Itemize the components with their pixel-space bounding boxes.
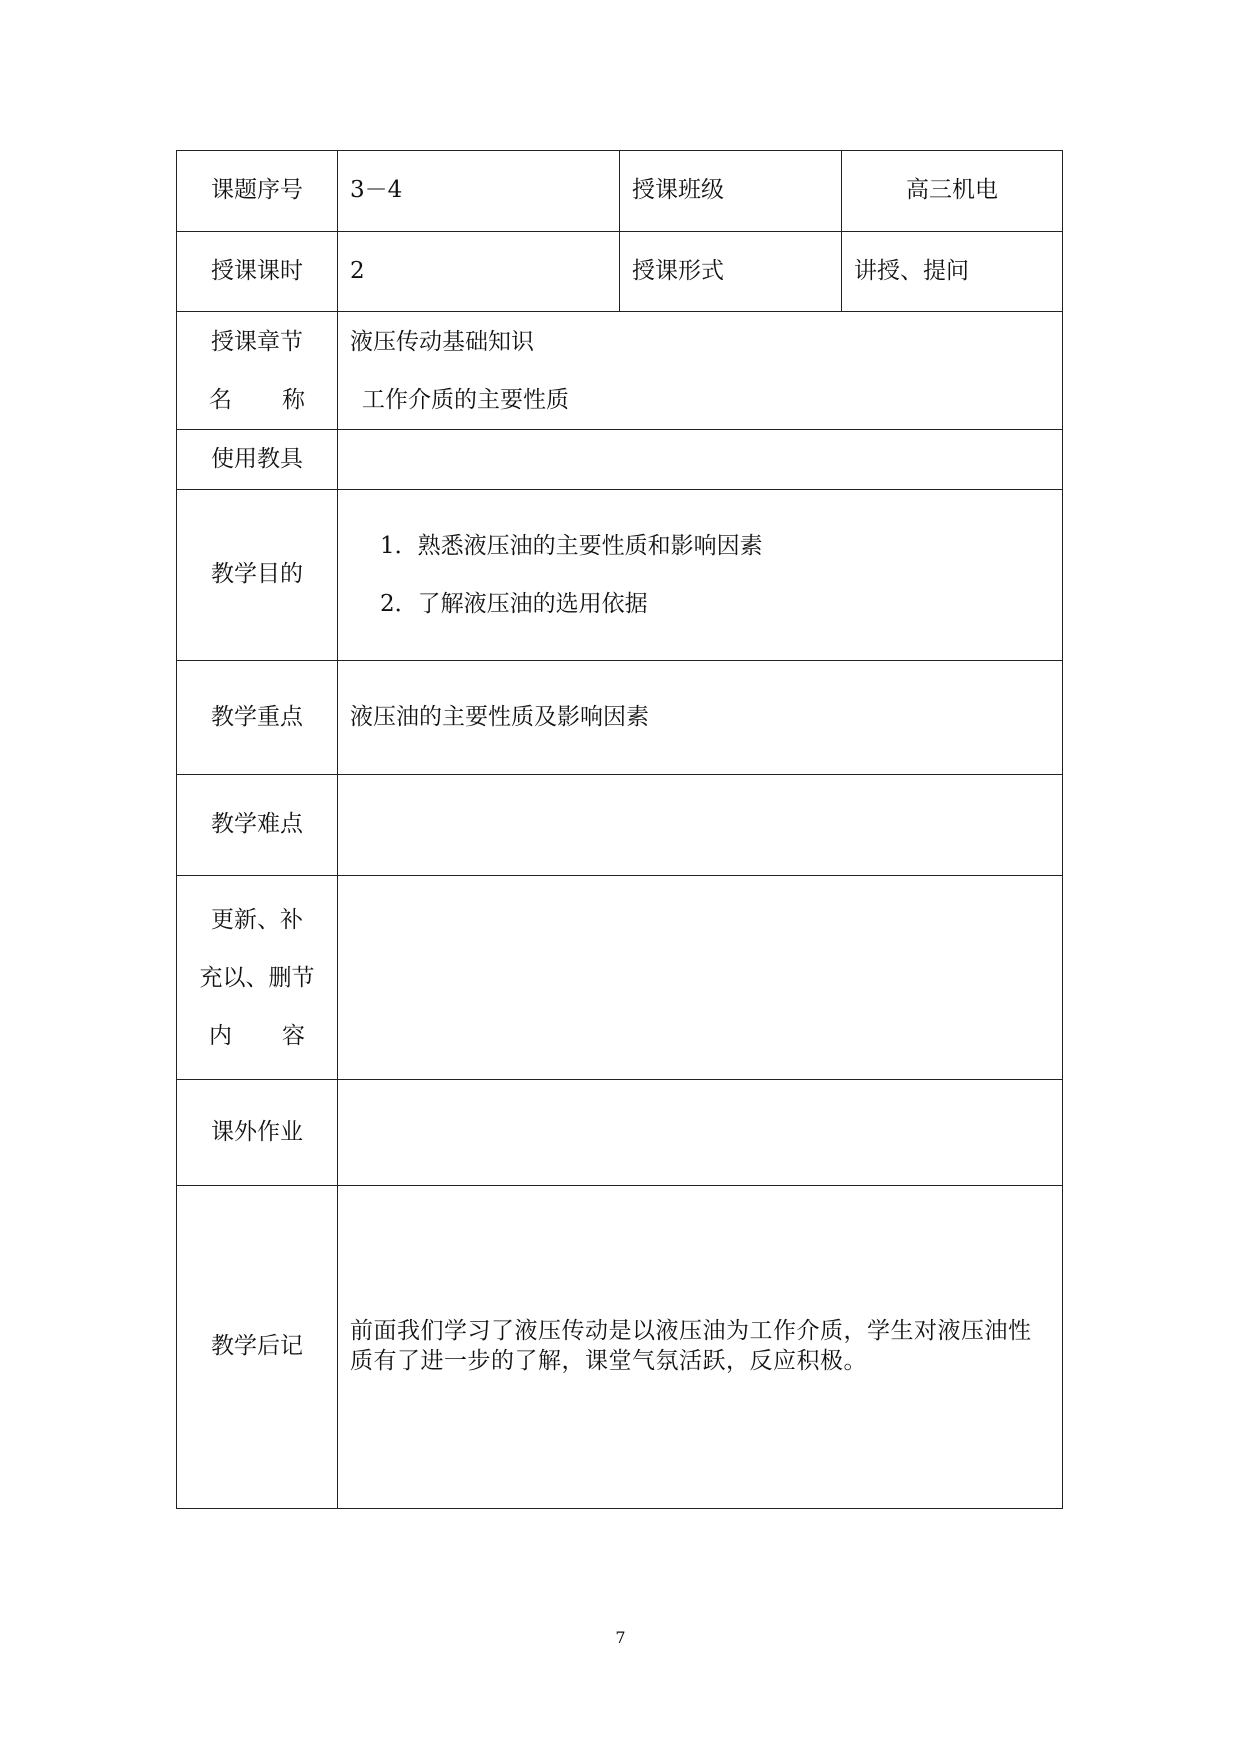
row-difficulties: [177, 775, 1063, 876]
chapter-label-line2: [189, 371, 325, 429]
tools-value: [338, 430, 1063, 490]
objective-item: 2．了解液压油的选用依据: [380, 591, 648, 617]
form-value: 讲授、提问: [842, 232, 1063, 312]
homework-label: 课外作业: [177, 1080, 338, 1186]
chapter-label-char-b: 称: [282, 386, 305, 413]
updates-label-char-a: 内: [209, 1022, 232, 1049]
chapter-label-line1: 授课章节: [211, 328, 303, 355]
row-homework: [177, 1080, 1063, 1186]
lesson-plan-table: [176, 150, 1063, 1509]
row-objectives: [177, 490, 1063, 661]
row-key-points: [177, 661, 1063, 775]
key-points-label: 教学重点: [177, 661, 338, 775]
row-tools: [177, 430, 1063, 490]
row-chapter: [177, 312, 1063, 430]
class-value: 高三机电: [842, 151, 1063, 232]
objectives-value: [338, 490, 1063, 661]
row-topic: [177, 151, 1063, 232]
objectives-label: 教学目的: [177, 490, 338, 661]
topic-number-value: 3－4: [338, 151, 620, 232]
form-label: 授课形式: [620, 232, 842, 312]
updates-value: [338, 876, 1063, 1080]
page-number: 7: [615, 1628, 626, 1647]
chapter-title: 液压传动基础知识: [350, 328, 534, 355]
chapter-label-char-a: 名: [209, 386, 232, 413]
row-updates: [177, 876, 1063, 1080]
updates-label-line1: 更新、补: [211, 906, 303, 933]
chapter-subtitle: 工作介质的主要性质: [362, 386, 569, 413]
updates-label-char-b: 容: [282, 1022, 305, 1049]
hours-value: 2: [338, 232, 620, 312]
notes-label: 教学后记: [177, 1186, 338, 1509]
topic-number-label: 课题序号: [177, 151, 338, 232]
class-label: 授课班级: [620, 151, 842, 232]
key-points-value: 液压油的主要性质及影响因素: [338, 661, 1063, 775]
notes-value: 前面我们学习了液压传动是以液压油为工作介质，学生对液压油性质有了进一步的了解，课堂气氛活跃，反应积极。: [338, 1186, 1063, 1509]
updates-label-line2: 充以、删节: [199, 964, 315, 991]
objective-item: 1．熟悉液压油的主要性质和影响因素: [380, 533, 763, 559]
chapter-label: [177, 312, 338, 430]
row-hours: [177, 232, 1063, 312]
chapter-value: [338, 312, 1063, 430]
row-notes: [177, 1186, 1063, 1509]
tools-label: 使用教具: [177, 430, 338, 490]
updates-label: [177, 876, 338, 1080]
hours-label: 授课课时: [177, 232, 338, 312]
homework-value: [338, 1080, 1063, 1186]
updates-label-line3: [189, 1007, 325, 1065]
difficulties-value: [338, 775, 1063, 876]
difficulties-label: 教学难点: [177, 775, 338, 876]
